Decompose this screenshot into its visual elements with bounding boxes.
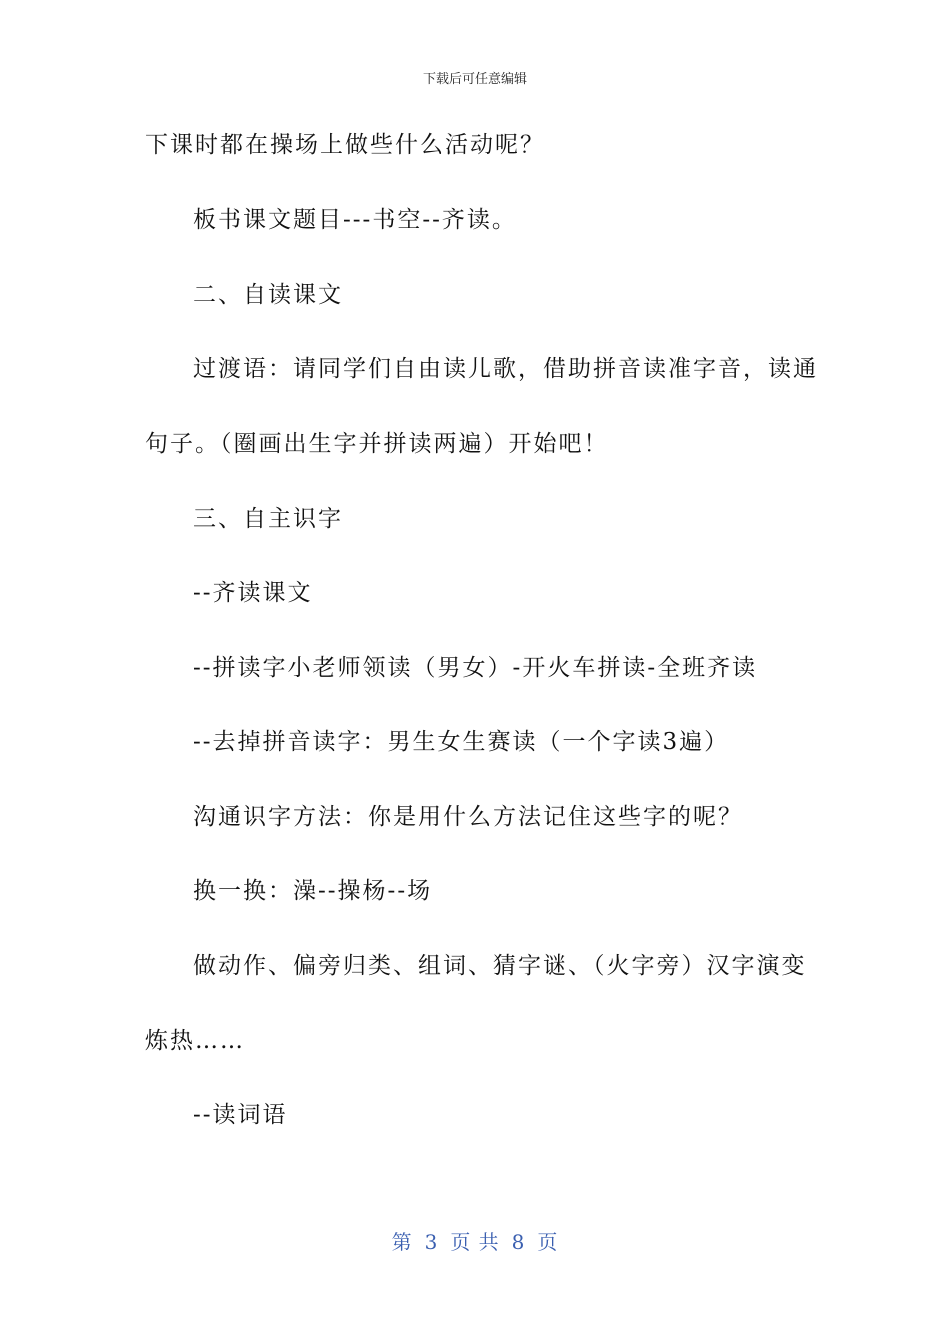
text-line: 下课时都在操场上做些什么活动呢？ [145,132,545,158]
text-line: 沟通识字方法：你是用什么方法记住这些字的呢？ [193,804,743,830]
footer-prefix: 第 [391,1230,413,1254]
page-header: 下载后可任意编辑 [422,72,527,87]
footer-page-number: 3 [424,1230,439,1254]
footer-total-pages: 8 [511,1230,526,1254]
text-line: 换一换：澡--操杨--场 [193,878,433,904]
text-line: --读词语 [193,1102,288,1128]
text-line: 炼热…… [145,1028,245,1054]
section-heading: 二、自读课文 [193,282,343,308]
text-line: 做动作、偏旁归类、组词、猜字谜、（火字旁）汉字演变 [193,953,807,979]
text-line: 过渡语：请同学们自由读儿歌，借助拼音读准字音，读通 [193,356,818,382]
text-line: 句子。（圈画出生字并拼读两遍）开始吧！ [145,431,609,457]
footer-middle: 页 共 [450,1230,500,1254]
page-footer [0,1226,950,1255]
text-line: --拼读字小老师领读（男女）-开火车拼读-全班齐读 [193,655,758,681]
text-line: --齐读课文 [193,580,313,606]
text-line: 板书课文题目---书空--齐读。 [193,207,517,233]
footer-suffix: 页 [537,1230,559,1254]
text-line: --去掉拼音读字：男生女生赛读（一个字读3遍） [193,729,730,755]
section-heading: 三、自主识字 [193,506,343,532]
